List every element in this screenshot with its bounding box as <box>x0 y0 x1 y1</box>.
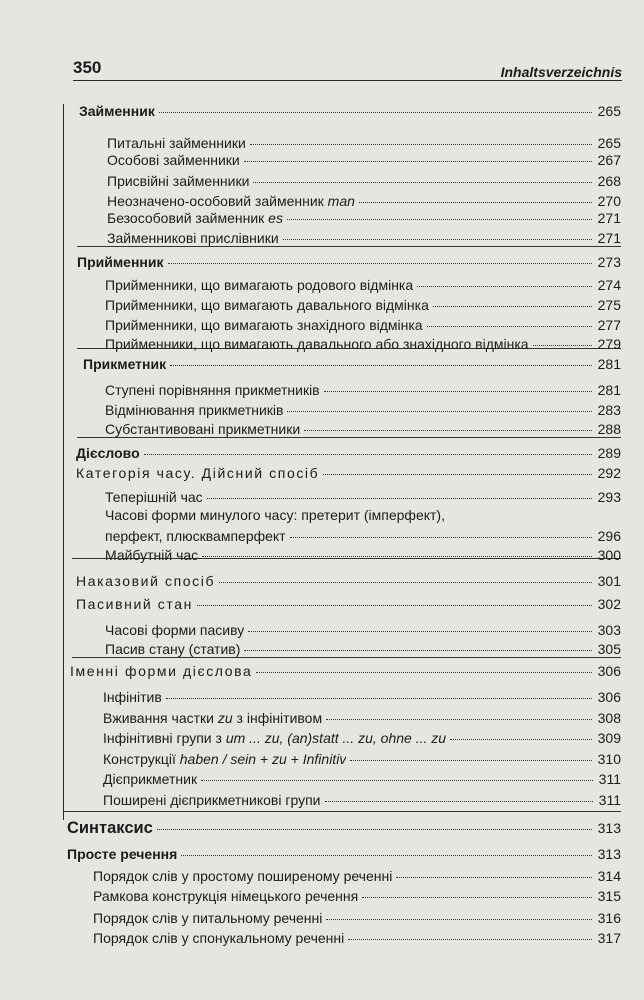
dot-leader <box>159 112 592 113</box>
toc-entry[interactable] <box>79 103 621 119</box>
toc-entry[interactable] <box>67 819 621 838</box>
dot-leader <box>201 780 593 781</box>
toc-entry[interactable] <box>77 254 621 270</box>
toc-entry-page: 296 <box>597 528 621 544</box>
dot-leader <box>248 631 591 632</box>
toc-entry-title: Пасивний стан <box>76 596 193 612</box>
dot-leader <box>450 739 592 740</box>
toc-entry-page: 306 <box>597 689 621 705</box>
toc-entry-title: Субстантивовані прикметники <box>105 421 301 437</box>
toc-entry-page: 270 <box>597 193 621 209</box>
toc-entry-title: Інфінітив <box>103 689 162 705</box>
toc-entry[interactable] <box>103 792 621 808</box>
toc-entry[interactable] <box>105 336 621 352</box>
toc-entry-title: Прийменники, що вимагають знахідного відмінка <box>105 317 423 333</box>
page-number: 350 <box>73 58 102 77</box>
toc-entry[interactable] <box>76 573 621 589</box>
toc-entry-title: Прийменники, що вимагають родового відмінка <box>105 277 414 293</box>
toc-entry-page: 288 <box>597 421 621 437</box>
toc-entry-page: 300 <box>597 547 621 563</box>
toc-entry[interactable] <box>105 528 621 544</box>
dot-leader <box>168 263 592 264</box>
toc-entry-title: Ступені порівняння прикметників <box>105 382 320 398</box>
dot-leader <box>324 391 592 392</box>
toc-entry-title: перфект, плюсквамперфект <box>105 528 286 544</box>
toc-entry-title: Синтаксис <box>67 819 153 837</box>
toc-entry-title: Дієприкметник <box>103 771 198 787</box>
dot-leader <box>256 672 591 673</box>
toc-entry-page: 273 <box>597 254 621 270</box>
dot-leader <box>323 474 591 475</box>
toc-entry[interactable] <box>103 751 621 767</box>
toc-entry-title: Часові форми пасиву <box>105 622 245 638</box>
dot-leader <box>433 306 592 307</box>
toc-entry[interactable] <box>105 489 621 505</box>
toc-entry-title: Порядок слів у питальному реченні <box>93 910 323 926</box>
dot-leader <box>253 182 591 183</box>
toc-entry-page: 305 <box>597 641 621 657</box>
dot-leader <box>244 650 591 651</box>
toc-entry-title: Прикметник <box>83 356 167 372</box>
toc-entry-page: 271 <box>597 210 621 226</box>
toc-entry-page: 313 <box>597 846 621 862</box>
toc-entry-page: 281 <box>597 382 621 398</box>
toc-entry-title: Прийменники, що вимагають давального відмінка <box>105 297 429 313</box>
dot-leader <box>362 897 591 898</box>
toc-entry-title: Поширені дієприкметникові групи <box>103 792 321 808</box>
toc-entry-page: 265 <box>597 103 621 119</box>
toc-entry[interactable] <box>76 596 621 612</box>
toc-entry-title: Неозначено-особовий займенник man <box>107 193 355 209</box>
toc-entry-page: 283 <box>597 402 621 418</box>
dot-leader <box>326 719 592 720</box>
toc-entry-title: Присвійні займенники <box>107 173 250 189</box>
toc-entry-title: Питальні займенники <box>107 135 246 151</box>
toc-entry-title: Просте речення <box>67 846 178 862</box>
toc-entry[interactable] <box>83 356 621 372</box>
toc-entry-title: Майбутній час <box>105 547 199 563</box>
toc-entry-page: 317 <box>597 930 621 946</box>
toc-entry-page: 308 <box>597 710 621 726</box>
toc-entry-page: 309 <box>597 730 621 746</box>
toc-entry-page: 293 <box>597 489 621 505</box>
toc-entry-title: Наказовий спосіб <box>76 573 216 589</box>
toc-entry-page: 265 <box>597 135 621 151</box>
dot-leader <box>290 537 592 538</box>
dot-leader <box>207 498 592 499</box>
section-separator <box>77 246 621 247</box>
toc-entry[interactable] <box>93 930 621 946</box>
toc-entry[interactable] <box>107 135 621 151</box>
toc-entry-page: 315 <box>597 888 621 904</box>
toc-entry[interactable] <box>103 710 621 726</box>
toc-entry[interactable] <box>105 622 621 638</box>
toc-entry[interactable] <box>105 641 621 657</box>
toc-entry-title: Дієслово <box>76 445 140 461</box>
dot-leader <box>348 939 591 940</box>
toc-entry[interactable] <box>67 846 621 862</box>
toc-entry-title: Вживання частки zu з інфінітивом <box>103 710 323 726</box>
toc-entry[interactable] <box>103 771 621 787</box>
toc-entry-page: 289 <box>597 445 621 461</box>
dot-leader <box>417 286 591 287</box>
dot-leader <box>197 605 592 606</box>
toc-entry-title: Конструкції haben / sein + zu + Infinitiv <box>103 751 347 767</box>
dot-leader <box>325 801 593 802</box>
toc-entry[interactable] <box>105 421 621 437</box>
toc-entry-title: Порядок слів у простому поширеному реченні <box>93 868 393 884</box>
section-separator <box>72 657 621 658</box>
toc-entry-page: 267 <box>597 152 621 168</box>
dot-leader <box>304 430 591 431</box>
toc-entry-page: 306 <box>597 663 621 679</box>
toc-entry-page: 311 <box>598 771 621 787</box>
toc-entry-title: Пасив стану (статив) <box>105 641 241 657</box>
dot-leader <box>283 239 592 240</box>
dot-leader <box>244 161 592 162</box>
toc-entry[interactable] <box>105 317 621 333</box>
toc-entry-page: 279 <box>597 336 621 352</box>
toc-entry[interactable] <box>105 297 621 313</box>
dot-leader <box>359 202 592 203</box>
toc-entry[interactable] <box>105 277 621 293</box>
toc-entry-title: Порядок слів у спонукальному реченні <box>93 930 345 946</box>
toc-entry-title: Теперішній час <box>105 489 203 505</box>
toc-entry-title: Іменні форми дієслова <box>70 663 253 679</box>
toc-entry-title: Інфінітивні групи з um ... zu, (an)statt ... zu, ohne ... zu <box>103 730 447 746</box>
toc-entry[interactable] <box>105 382 621 398</box>
toc-entry[interactable] <box>105 547 621 563</box>
dot-leader <box>427 326 592 327</box>
toc-entry-page: 316 <box>597 910 621 926</box>
toc-entry-title: Прийменники, що вимагають давального або знахідного відмінка <box>105 336 529 352</box>
dot-leader <box>287 411 591 412</box>
section-separator <box>64 811 621 812</box>
toc-entry-title: Прийменник <box>77 254 164 270</box>
dot-leader <box>202 556 591 557</box>
toc-entry[interactable] <box>107 230 621 246</box>
toc-entry[interactable] <box>93 888 621 904</box>
toc-entry-page: 277 <box>597 317 621 333</box>
toc-entry-page: 310 <box>597 751 621 767</box>
dot-leader <box>170 365 592 366</box>
toc-entry[interactable] <box>93 868 621 884</box>
dot-leader <box>350 760 591 761</box>
dot-leader <box>250 144 592 145</box>
toc-entry[interactable] <box>76 445 621 461</box>
toc-entry[interactable] <box>93 910 621 926</box>
section-separator <box>77 437 621 438</box>
toc-entry[interactable] <box>107 152 621 168</box>
toc-entry[interactable] <box>107 193 621 209</box>
toc-entry-page: 313 <box>597 820 621 836</box>
toc-entry[interactable] <box>103 730 621 746</box>
toc-entry-page: 292 <box>597 465 621 481</box>
toc-entry-title: Особові займенники <box>107 152 240 168</box>
toc-entry-title: Рамкова конструкція німецького речення <box>93 888 359 904</box>
toc-entry-continuation: Часові форми минулого часу: претерит (імперфект), <box>105 507 445 523</box>
toc-entry[interactable] <box>70 663 621 679</box>
toc-entry[interactable] <box>107 173 621 189</box>
toc-entry-page: 311 <box>598 792 621 808</box>
toc-entry[interactable] <box>103 689 621 705</box>
toc-entry-title: Категорія часу. Дійсний спосіб <box>76 465 320 481</box>
toc-entry-title: Займенник <box>79 103 155 119</box>
toc-entry[interactable] <box>107 210 621 226</box>
dot-leader <box>219 582 592 583</box>
toc-entry-title: Відмінювання прикметників <box>105 402 284 418</box>
header-title: Inhaltsverzeichnis <box>500 64 622 80</box>
dot-leader <box>181 855 591 856</box>
toc-entry-page: 301 <box>597 573 621 589</box>
dot-leader <box>157 829 592 830</box>
dot-leader <box>396 877 591 878</box>
dot-leader <box>144 454 592 455</box>
toc-entry-page: 268 <box>597 173 621 189</box>
dot-leader <box>533 345 592 346</box>
toc-entry-page: 281 <box>597 356 621 372</box>
toc-entry-title: Займенникові прислівники <box>107 230 279 246</box>
toc-entry-page: 303 <box>597 622 621 638</box>
toc-entry-page: 271 <box>597 230 621 246</box>
toc-entry[interactable] <box>76 465 621 481</box>
dot-leader <box>166 698 592 699</box>
toc-entry[interactable] <box>105 402 621 418</box>
dot-leader <box>326 919 591 920</box>
toc-entry-page: 314 <box>597 868 621 884</box>
toc-entry-page: 275 <box>597 297 621 313</box>
toc-entry-page: 274 <box>597 277 621 293</box>
toc-entry-title: Безособовий займенник es <box>107 210 283 226</box>
dot-leader <box>287 219 592 220</box>
toc-entry-page: 302 <box>597 596 621 612</box>
